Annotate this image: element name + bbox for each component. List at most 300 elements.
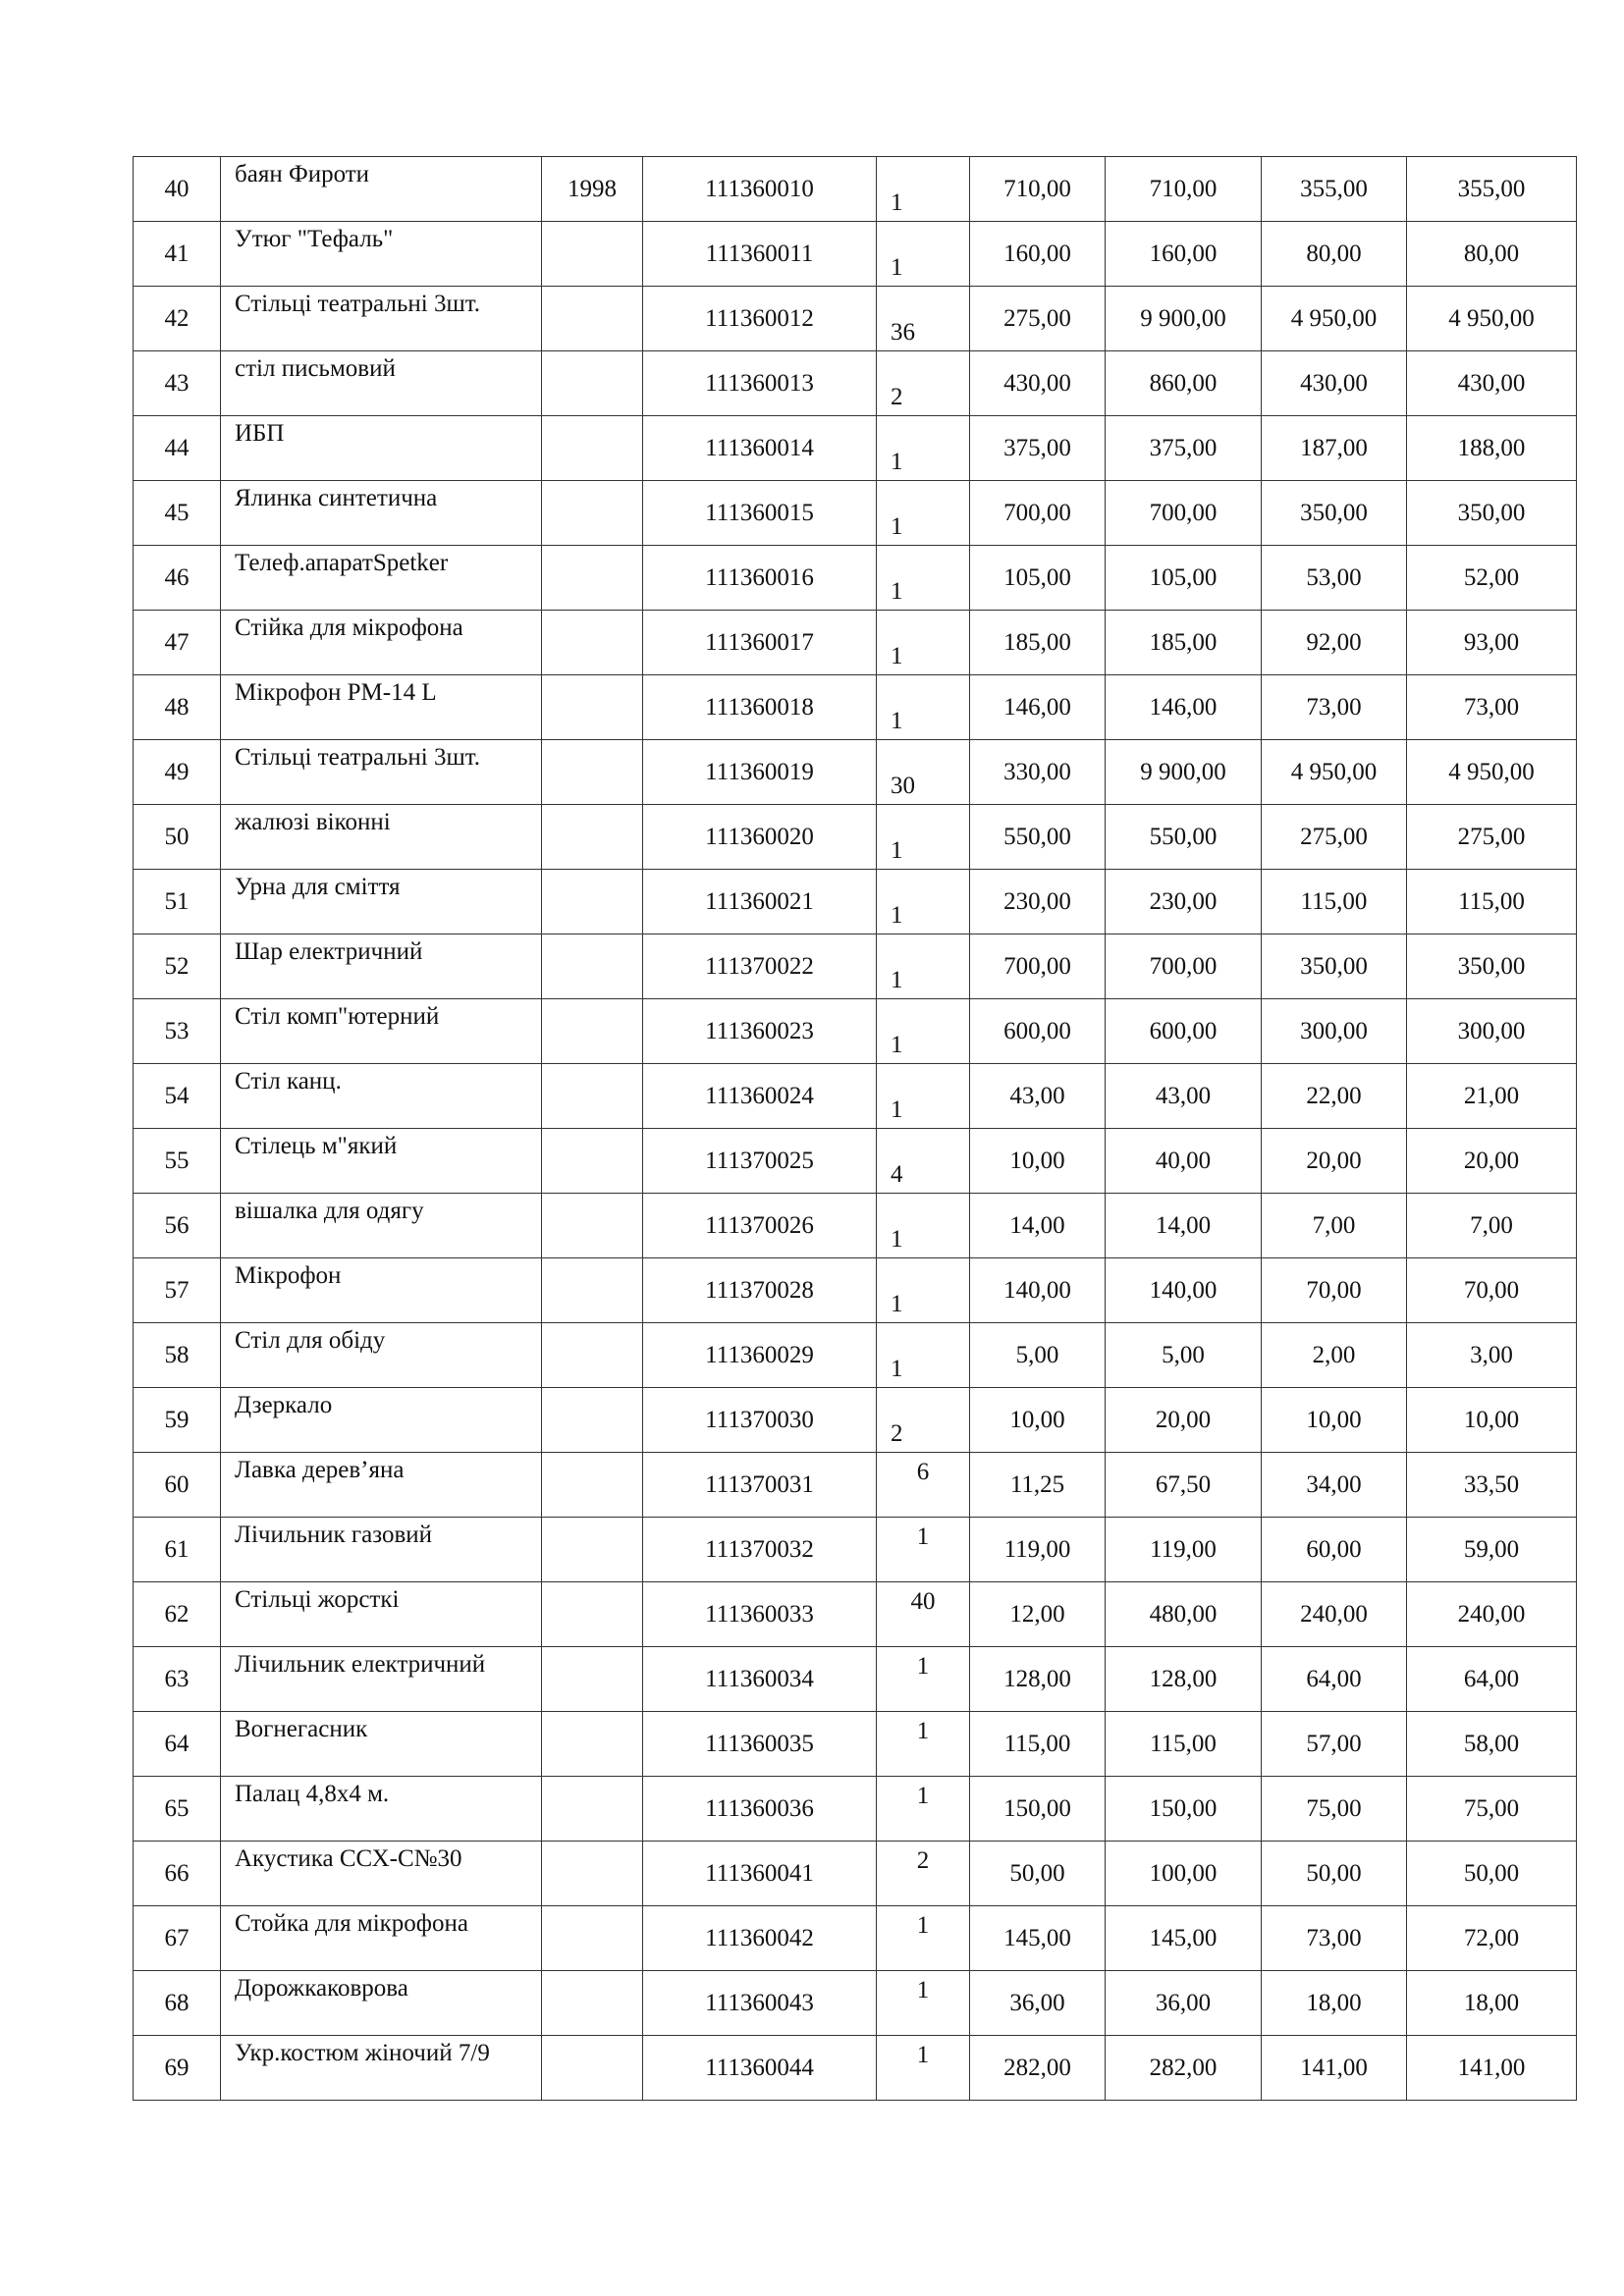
residual-value-cell — [1407, 1777, 1577, 1842]
item-name-cell — [221, 1258, 542, 1323]
item-name-cell — [221, 416, 542, 481]
year-cell — [542, 1388, 643, 1453]
unit-price-text: 430,00 — [1003, 369, 1071, 397]
row-number-text: 67 — [164, 1924, 189, 1951]
row-number-cell — [134, 546, 221, 611]
unit-price-text: 160,00 — [1003, 240, 1071, 267]
total-value-text: 230,00 — [1149, 887, 1218, 915]
quantity-cell — [877, 287, 970, 351]
row-number-cell — [134, 416, 221, 481]
inventory-number-text: 111370028 — [705, 1276, 814, 1304]
year-cell — [542, 1518, 643, 1582]
residual-value-cell — [1407, 1582, 1577, 1647]
table-row — [134, 351, 1577, 416]
residual-value-cell — [1407, 1323, 1577, 1388]
depreciation-cell — [1262, 805, 1407, 870]
item-name-cell — [221, 1388, 542, 1453]
inventory-number-cell — [643, 1971, 877, 2036]
item-name-text: жалюзі віконні — [235, 809, 391, 835]
unit-price-cell — [970, 1194, 1106, 1258]
total-value-cell — [1106, 1712, 1262, 1777]
item-name-cell — [221, 287, 542, 351]
inventory-number-text: 111360029 — [705, 1341, 814, 1368]
total-value-cell — [1106, 2036, 1262, 2101]
year-cell — [542, 1971, 643, 2036]
total-value-text: 710,00 — [1149, 175, 1218, 202]
residual-value-cell — [1407, 870, 1577, 934]
quantity-text: 6 — [916, 1459, 930, 1485]
quantity-cell — [877, 222, 970, 287]
year-cell — [542, 481, 643, 546]
total-value-text: 150,00 — [1149, 1794, 1218, 1822]
residual-value-cell — [1407, 481, 1577, 546]
total-value-cell — [1106, 1842, 1262, 1906]
year-cell — [542, 1906, 643, 1971]
depreciation-text: 430,00 — [1300, 369, 1368, 397]
depreciation-text: 10,00 — [1306, 1406, 1362, 1433]
inventory-number-cell — [643, 546, 877, 611]
table-row — [134, 546, 1577, 611]
row-number-text: 58 — [164, 1341, 189, 1368]
quantity-cell — [877, 1647, 970, 1712]
table-row — [134, 157, 1577, 222]
unit-price-text: 105,00 — [1003, 563, 1071, 591]
depreciation-cell — [1262, 1453, 1407, 1518]
item-name-cell — [221, 1194, 542, 1258]
residual-value-text: 240,00 — [1457, 1600, 1526, 1628]
row-number-cell — [134, 1712, 221, 1777]
item-name-text: Дорожкаковрова — [235, 1975, 408, 2002]
table-row — [134, 1129, 1577, 1194]
item-name-text: Вогнегасник — [235, 1716, 368, 1742]
unit-price-text: 550,00 — [1003, 823, 1071, 850]
depreciation-text: 80,00 — [1306, 240, 1362, 267]
inventory-number-text: 111360036 — [705, 1794, 814, 1822]
unit-price-text: 12,00 — [1009, 1600, 1065, 1628]
inventory-number-cell — [643, 1323, 877, 1388]
total-value-text: 40,00 — [1155, 1147, 1212, 1174]
item-name-cell — [221, 611, 542, 675]
item-name-text: стіл письмовий — [235, 355, 396, 382]
inventory-number-cell — [643, 287, 877, 351]
depreciation-cell — [1262, 1971, 1407, 2036]
row-number-text: 46 — [164, 563, 189, 591]
total-value-cell — [1106, 287, 1262, 351]
quantity-text: 1 — [891, 1226, 903, 1253]
inventory-number-cell — [643, 1064, 877, 1129]
item-name-cell — [221, 1129, 542, 1194]
total-value-text: 146,00 — [1149, 693, 1218, 721]
inventory-number-cell — [643, 1194, 877, 1258]
quantity-text: 1 — [891, 837, 903, 864]
row-number-text: 52 — [164, 952, 189, 980]
row-number-cell — [134, 351, 221, 416]
inventory-number-cell — [643, 1647, 877, 1712]
quantity-cell — [877, 1712, 970, 1777]
residual-value-cell — [1407, 287, 1577, 351]
unit-price-cell — [970, 287, 1106, 351]
residual-value-text: 350,00 — [1457, 952, 1526, 980]
inventory-number-cell — [643, 934, 877, 999]
row-number-text: 43 — [164, 369, 189, 397]
total-value-cell — [1106, 351, 1262, 416]
row-number-cell — [134, 1582, 221, 1647]
inventory-number-cell — [643, 1258, 877, 1323]
table-row — [134, 287, 1577, 351]
inventory-number-cell — [643, 1842, 877, 1906]
unit-price-cell — [970, 1258, 1106, 1323]
depreciation-text: 350,00 — [1300, 952, 1368, 980]
residual-value-cell — [1407, 2036, 1577, 2101]
depreciation-text: 34,00 — [1306, 1470, 1362, 1498]
inventory-number-cell — [643, 351, 877, 416]
depreciation-cell — [1262, 611, 1407, 675]
unit-price-cell — [970, 1777, 1106, 1842]
residual-value-cell — [1407, 1194, 1577, 1258]
residual-value-cell — [1407, 1388, 1577, 1453]
inventory-number-cell — [643, 1518, 877, 1582]
residual-value-text: 75,00 — [1463, 1794, 1520, 1822]
unit-price-text: 140,00 — [1003, 1276, 1071, 1304]
item-name-text: Палац 4,8х4 м. — [235, 1781, 390, 1807]
quantity-cell — [877, 870, 970, 934]
depreciation-text: 53,00 — [1306, 563, 1362, 591]
total-value-text: 282,00 — [1149, 2054, 1218, 2081]
depreciation-cell — [1262, 740, 1407, 805]
table-row — [134, 222, 1577, 287]
table-row — [134, 675, 1577, 740]
table-row — [134, 1388, 1577, 1453]
depreciation-text: 275,00 — [1300, 823, 1368, 850]
row-number-cell — [134, 481, 221, 546]
quantity-cell — [877, 1582, 970, 1647]
item-name-cell — [221, 934, 542, 999]
residual-value-text: 430,00 — [1457, 369, 1526, 397]
residual-value-text: 7,00 — [1470, 1211, 1513, 1239]
row-number-text: 64 — [164, 1730, 189, 1757]
year-cell — [542, 1258, 643, 1323]
depreciation-cell — [1262, 1518, 1407, 1582]
residual-value-cell — [1407, 1129, 1577, 1194]
depreciation-cell — [1262, 546, 1407, 611]
unit-price-cell — [970, 416, 1106, 481]
total-value-cell — [1106, 1518, 1262, 1582]
item-name-cell — [221, 1064, 542, 1129]
unit-price-cell — [970, 1388, 1106, 1453]
inventory-number-cell — [643, 1453, 877, 1518]
inventory-number-text: 111360020 — [705, 823, 814, 850]
quantity-text: 1 — [916, 1977, 930, 2003]
row-number-cell — [134, 999, 221, 1064]
unit-price-cell — [970, 870, 1106, 934]
inventory-number-cell — [643, 1582, 877, 1647]
total-value-cell — [1106, 1323, 1262, 1388]
row-number-cell — [134, 934, 221, 999]
row-number-cell — [134, 1064, 221, 1129]
total-value-cell — [1106, 999, 1262, 1064]
residual-value-text: 52,00 — [1463, 563, 1520, 591]
depreciation-text: 60,00 — [1306, 1535, 1362, 1563]
row-number-text: 66 — [164, 1859, 189, 1887]
quantity-text: 2 — [891, 1420, 903, 1447]
quantity-cell — [877, 999, 970, 1064]
row-number-text: 62 — [164, 1600, 189, 1628]
unit-price-text: 282,00 — [1003, 2054, 1071, 2081]
quantity-text: 1 — [891, 1032, 903, 1058]
unit-price-cell — [970, 546, 1106, 611]
inventory-table — [133, 156, 1577, 2101]
row-number-text: 53 — [164, 1017, 189, 1044]
depreciation-text: 355,00 — [1300, 175, 1368, 202]
row-number-text: 49 — [164, 758, 189, 785]
item-name-cell — [221, 2036, 542, 2101]
inventory-number-cell — [643, 805, 877, 870]
unit-price-cell — [970, 1712, 1106, 1777]
unit-price-text: 700,00 — [1003, 499, 1071, 526]
residual-value-text: 141,00 — [1457, 2054, 1526, 2081]
item-name-text: ИБП — [235, 420, 285, 447]
total-value-cell — [1106, 675, 1262, 740]
quantity-text: 1 — [916, 1523, 930, 1550]
depreciation-cell — [1262, 934, 1407, 999]
total-value-text: 145,00 — [1149, 1924, 1218, 1951]
row-number-cell — [134, 740, 221, 805]
depreciation-cell — [1262, 1777, 1407, 1842]
unit-price-text: 119,00 — [1003, 1535, 1071, 1563]
unit-price-cell — [970, 934, 1106, 999]
unit-price-text: 43,00 — [1009, 1082, 1065, 1109]
table-row — [134, 611, 1577, 675]
depreciation-text: 7,00 — [1312, 1211, 1356, 1239]
inventory-number-text: 111360014 — [705, 434, 814, 461]
inventory-number-cell — [643, 675, 877, 740]
inventory-number-text: 111360024 — [705, 1082, 814, 1109]
row-number-cell — [134, 1518, 221, 1582]
row-number-cell — [134, 222, 221, 287]
depreciation-text: 70,00 — [1306, 1276, 1362, 1304]
depreciation-text: 115,00 — [1300, 887, 1368, 915]
year-cell — [542, 870, 643, 934]
residual-value-cell — [1407, 999, 1577, 1064]
item-name-cell — [221, 1712, 542, 1777]
residual-value-text: 188,00 — [1457, 434, 1526, 461]
quantity-text: 2 — [916, 1847, 930, 1874]
quantity-text: 1 — [891, 1291, 903, 1317]
quantity-text: 1 — [916, 1718, 930, 1744]
item-name-cell — [221, 1971, 542, 2036]
table-row — [134, 1258, 1577, 1323]
unit-price-cell — [970, 1971, 1106, 2036]
total-value-text: 185,00 — [1149, 628, 1218, 656]
item-name-text: Стільці жорсткі — [235, 1586, 400, 1613]
inventory-number-cell — [643, 157, 877, 222]
unit-price-text: 10,00 — [1009, 1406, 1065, 1433]
residual-value-text: 80,00 — [1463, 240, 1520, 267]
item-name-text: Укр.костюм жіночий 7/9 — [235, 2040, 490, 2066]
total-value-cell — [1106, 1906, 1262, 1971]
item-name-cell — [221, 351, 542, 416]
unit-price-cell — [970, 1518, 1106, 1582]
item-name-text: Стіл канц. — [235, 1068, 342, 1095]
table-row — [134, 1647, 1577, 1712]
quantity-text: 1 — [891, 449, 903, 475]
row-number-text: 56 — [164, 1211, 189, 1239]
table-row — [134, 999, 1577, 1064]
row-number-text: 40 — [164, 175, 189, 202]
item-name-cell — [221, 675, 542, 740]
inventory-number-text: 111370022 — [705, 952, 814, 980]
residual-value-cell — [1407, 611, 1577, 675]
inventory-number-text: 111370025 — [705, 1147, 814, 1174]
item-name-cell — [221, 740, 542, 805]
quantity-cell — [877, 1129, 970, 1194]
residual-value-cell — [1407, 546, 1577, 611]
depreciation-text: 187,00 — [1300, 434, 1368, 461]
item-name-cell — [221, 999, 542, 1064]
quantity-cell — [877, 157, 970, 222]
year-cell — [542, 675, 643, 740]
inventory-number-cell — [643, 1712, 877, 1777]
unit-price-cell — [970, 157, 1106, 222]
table-row — [134, 1777, 1577, 1842]
depreciation-cell — [1262, 1647, 1407, 1712]
unit-price-text: 145,00 — [1003, 1924, 1071, 1951]
inventory-number-text: 111360015 — [705, 499, 814, 526]
year-cell — [542, 1323, 643, 1388]
table-row — [134, 1971, 1577, 2036]
residual-value-text: 10,00 — [1463, 1406, 1520, 1433]
year-cell — [542, 1582, 643, 1647]
quantity-text: 1 — [916, 1653, 930, 1680]
table-row — [134, 416, 1577, 481]
residual-value-text: 64,00 — [1463, 1665, 1520, 1692]
unit-price-text: 146,00 — [1003, 693, 1071, 721]
total-value-cell — [1106, 416, 1262, 481]
item-name-cell — [221, 157, 542, 222]
item-name-text: Стіл для обіду — [235, 1327, 386, 1354]
unit-price-text: 275,00 — [1003, 304, 1071, 332]
unit-price-text: 36,00 — [1009, 1989, 1065, 2016]
item-name-cell — [221, 1323, 542, 1388]
row-number-text: 44 — [164, 434, 189, 461]
residual-value-cell — [1407, 222, 1577, 287]
year-cell — [542, 1842, 643, 1906]
quantity-cell — [877, 2036, 970, 2101]
unit-price-cell — [970, 1453, 1106, 1518]
item-name-cell — [221, 1518, 542, 1582]
total-value-text: 375,00 — [1149, 434, 1218, 461]
row-number-text: 63 — [164, 1665, 189, 1692]
residual-value-cell — [1407, 740, 1577, 805]
year-cell — [542, 351, 643, 416]
item-name-text: Лічильник газовий — [235, 1522, 433, 1548]
unit-price-cell — [970, 1582, 1106, 1647]
quantity-cell — [877, 740, 970, 805]
residual-value-text: 115,00 — [1458, 887, 1525, 915]
total-value-text: 860,00 — [1149, 369, 1218, 397]
year-cell — [542, 416, 643, 481]
total-value-cell — [1106, 157, 1262, 222]
inventory-number-text: 111360041 — [705, 1859, 814, 1887]
residual-value-cell — [1407, 351, 1577, 416]
row-number-text: 51 — [164, 887, 189, 915]
residual-value-text: 59,00 — [1463, 1535, 1520, 1563]
inventory-number-text: 111370026 — [705, 1211, 814, 1239]
residual-value-cell — [1407, 675, 1577, 740]
inventory-number-text: 111360010 — [705, 175, 814, 202]
row-number-cell — [134, 1258, 221, 1323]
quantity-text: 1 — [891, 189, 903, 216]
total-value-cell — [1106, 1258, 1262, 1323]
unit-price-cell — [970, 222, 1106, 287]
year-cell — [542, 222, 643, 287]
unit-price-cell — [970, 1064, 1106, 1129]
quantity-cell — [877, 1777, 970, 1842]
unit-price-cell — [970, 675, 1106, 740]
table-row — [134, 1842, 1577, 1906]
depreciation-cell — [1262, 1194, 1407, 1258]
total-value-text: 14,00 — [1155, 1211, 1212, 1239]
inventory-number-text: 111360017 — [705, 628, 814, 656]
row-number-cell — [134, 675, 221, 740]
unit-price-cell — [970, 1842, 1106, 1906]
item-name-text: Мікрофон — [235, 1262, 342, 1289]
quantity-cell — [877, 805, 970, 870]
depreciation-text: 18,00 — [1306, 1989, 1362, 2016]
residual-value-text: 355,00 — [1457, 175, 1526, 202]
row-number-cell — [134, 805, 221, 870]
quantity-text: 36 — [891, 319, 915, 346]
total-value-cell — [1106, 805, 1262, 870]
total-value-text: 115,00 — [1150, 1730, 1217, 1757]
residual-value-cell — [1407, 805, 1577, 870]
row-number-cell — [134, 1842, 221, 1906]
item-name-text: Акустика ССХ-С№30 — [235, 1845, 462, 1872]
unit-price-text: 5,00 — [1015, 1341, 1059, 1368]
year-cell — [542, 805, 643, 870]
depreciation-text: 300,00 — [1300, 1017, 1368, 1044]
year-cell — [542, 934, 643, 999]
depreciation-cell — [1262, 2036, 1407, 2101]
depreciation-cell — [1262, 157, 1407, 222]
depreciation-cell — [1262, 1064, 1407, 1129]
residual-value-text: 350,00 — [1457, 499, 1526, 526]
item-name-text: Лічильник електричний — [235, 1651, 486, 1678]
depreciation-text: 240,00 — [1300, 1600, 1368, 1628]
quantity-text: 1 — [916, 2042, 930, 2068]
item-name-cell — [221, 1842, 542, 1906]
row-number-cell — [134, 1971, 221, 2036]
depreciation-cell — [1262, 1388, 1407, 1453]
table-row — [134, 1323, 1577, 1388]
quantity-cell — [877, 1064, 970, 1129]
unit-price-cell — [970, 1906, 1106, 1971]
unit-price-text: 375,00 — [1003, 434, 1071, 461]
residual-value-text: 93,00 — [1463, 628, 1520, 656]
quantity-text: 1 — [891, 708, 903, 734]
row-number-text: 61 — [164, 1535, 189, 1563]
depreciation-cell — [1262, 222, 1407, 287]
residual-value-text: 50,00 — [1463, 1859, 1520, 1887]
inventory-number-cell — [643, 222, 877, 287]
row-number-cell — [134, 1777, 221, 1842]
residual-value-cell — [1407, 1453, 1577, 1518]
depreciation-cell — [1262, 870, 1407, 934]
unit-price-text: 11,25 — [1009, 1470, 1065, 1498]
inventory-number-text: 111360013 — [705, 369, 814, 397]
row-number-cell — [134, 1323, 221, 1388]
residual-value-text: 58,00 — [1463, 1730, 1520, 1757]
